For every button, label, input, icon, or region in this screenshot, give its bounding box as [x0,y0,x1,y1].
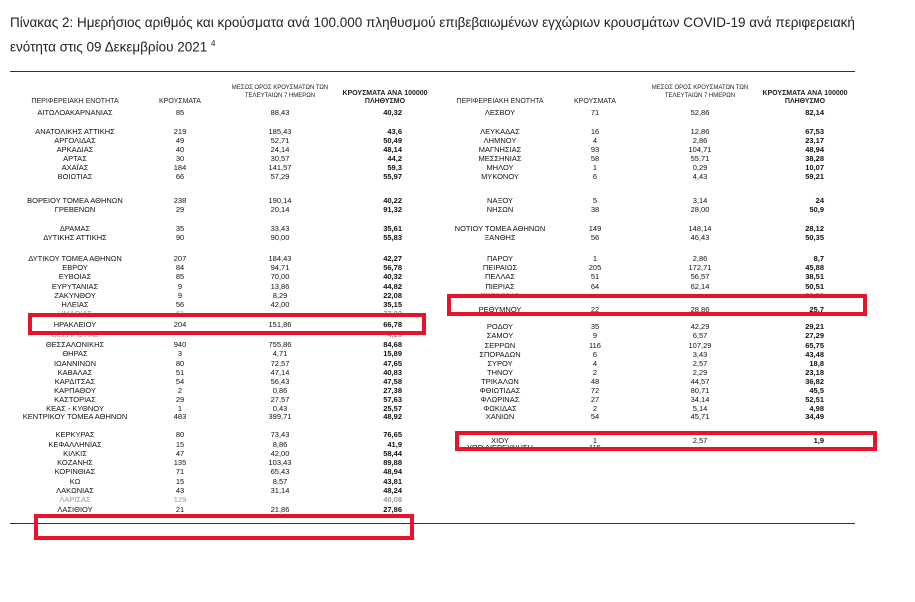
cell-avg: 52,86 [690,108,710,117]
cell-avg: 42,29 [690,322,710,331]
cell-unit: ΚΑΣΤΟΡΙΑΣ [54,395,96,404]
cell-cases: 71 [590,108,600,117]
cell-avg: 107,29 [688,341,712,350]
cell-cases: 184 [173,163,187,172]
cell-cases: 5 [592,196,598,205]
cell-per100k: 22,08 [383,291,402,300]
cell-per100k: 76,65 [383,430,402,439]
cell-cases: 85 [175,108,185,117]
header-unit-right: ΠΕΡΙΦΕΡΕΙΑΚΗ ΕΝΟΤΗΤΑ [456,98,544,105]
header-per-right-2: ΠΛΗΘΥΣΜΟ [784,98,826,105]
caption-line-2: ενότητα στις 09 Δεκεμβρίου 2021 [10,39,208,55]
cell-cases: 1 [592,163,598,172]
cell-avg: 47,14 [270,368,290,377]
cell-cases: 38 [590,205,600,214]
cell-unit: ΛΕΥΚΑΔΑΣ [480,127,520,136]
cell-avg: 80,71 [690,386,710,395]
cell-cases: 35 [590,322,600,331]
cell-cases: 29 [175,205,185,214]
cell-unit: ΣΥΡΟΥ [487,359,513,368]
cell-cases: 61 [175,309,185,318]
cell-per100k: 29,21 [805,322,824,331]
cell-cases: 29 [175,395,185,404]
cell-per100k: 67,53 [805,127,824,136]
cell-cases: 84 [175,263,185,272]
cell-per100k: 52,51 [805,395,824,404]
cell-unit: ΧΙΟΥ [491,436,509,445]
cell-per100k: 1,9 [813,436,824,445]
cell-cases: 2 [592,368,598,377]
cell-per100k: 40,32 [383,272,402,281]
cell-unit: ΗΡΑΚΛΕΙΟΥ [53,320,97,329]
cell-per100k: 18,8 [809,359,824,368]
cell-per100k: 48,94 [805,145,824,154]
cell-cases: 6 [592,350,598,359]
cell-cases: 1 [592,254,598,263]
cell-cases: 54 [175,377,185,386]
cell-unit: ΛΗΜΝΟΥ [483,136,517,145]
cell-cases: 51 [175,368,185,377]
cell-per100k: 41,9 [387,440,402,449]
cell-cases: 4 [592,136,598,145]
cell-unit: ΑΡΤΑΣ [63,154,87,163]
cell-unit: ΕΥΡΥΤΑΝΙΑΣ [51,282,99,291]
cell-per100k: 40,32 [383,108,402,117]
cell-avg: 65,43 [270,467,290,476]
cell-avg: 184,43 [268,254,292,263]
cell-cases: 56 [175,300,185,309]
cell-avg: 30,57 [270,154,290,163]
cell-per100k: 43,6 [387,127,402,136]
cell-cases: 21 [175,505,185,514]
caption-line-1: Πίνακας 2: Ημερήσιος αριθμός και κρούσματα ανά 100.000 πληθυσμού επιβεβαιωμένων εγχώριων κρουσμάτων COVID-19 ανά περιφερειακή [10,15,855,30]
header-avg-right-1: ΜΕΣΟΣ ΟΡΟΣ ΚΡΟΥΣΜΑΤΩΝ ΤΩΝ [651,85,749,91]
cell-cases: 93 [590,145,600,154]
cell-per100k: 50,51 [805,282,824,291]
cell-unit: ΤΡΙΚΑΛΩΝ [481,377,519,386]
cell-avg: 28,00 [690,205,710,214]
cell-per100k: 27,38 [383,386,402,395]
cell-unit: ΖΑΚΥΝΘΟΥ [54,291,96,300]
cell-unit: ΠΕΙΡΑΙΩΣ [482,263,518,272]
cell-cases: 15 [175,477,185,486]
cell-unit: ΕΥΒΟΙΑΣ [58,272,92,281]
cell-cases: 47 [175,449,185,458]
cell-unit: ΛΑΣΙΘΙΟΥ [57,505,93,514]
cell-avg: 27,57 [270,395,290,404]
highlight-box-rethymno [447,294,867,316]
cell-per100k: 40,08 [383,495,402,504]
cell-avg: 148,14 [688,224,712,233]
cell-per100k: 50,49 [383,136,402,145]
cell-unit: ΓΡΕΒΕΝΩΝ [54,205,96,214]
cell-per100k: 55,83 [383,233,402,242]
cell-per100k: 47,58 [383,377,402,386]
highlight-box-lasithi [34,514,414,540]
cell-per100k: 27,29 [805,331,824,340]
cell-unit: ΣΠΟΡΑΔΩΝ [479,350,521,359]
cell-avg: 172,71 [688,263,712,272]
cell-unit: ΛΕΣΒΟΥ [484,108,516,117]
cell-unit: ΜΕΣΣΗΝΙΑΣ [478,154,522,163]
table-caption [10,12,905,58]
cell-unit: ΑΝΑΤΟΛΙΚΗΣ ΑΤΤΙΚΗΣ [35,127,115,136]
cell-unit: ΣΑΜΟΥ [486,331,514,340]
cell-cases: 90 [175,233,185,242]
cell-per100k: 38,28 [805,154,824,163]
cell-avg: 70,00 [270,272,290,281]
cell-unit: ΝΟΤΙΟΥ ΤΟΜΕΑ ΑΘΗΝΩΝ [454,224,546,233]
cell-unit: ΚΟΡΙΝΘΙΑΣ [54,467,96,476]
cell-cases: 238 [173,196,187,205]
cell-unit: ΝΗΣΩΝ [486,205,514,214]
cell-cases: 149 [588,224,602,233]
cell-avg: 42,00 [270,300,290,309]
header-per-left-2: ΠΛΗΘΥΣΜΟ [364,98,406,105]
cell-avg: 8,57 [272,477,288,486]
cell-per100k: 58,44 [383,449,402,458]
cell-per100k: 48,92 [383,412,402,421]
cell-per100k: 43,48 [805,350,824,359]
cell-cases: 72 [590,386,600,395]
cell-avg: 90,00 [270,233,290,242]
cell-cases: 9 [177,291,183,300]
cell-per100k: 10,07 [805,163,824,172]
cell-unit: ΗΜΑΘΙΑΣ [57,309,93,318]
cell-unit: ΦΘΙΩΤΙΔΑΣ [479,386,521,395]
cell-avg: 45,71 [690,412,710,421]
cell-avg: 6,57 [692,331,708,340]
cell-unit: ΠΕΛΛΑΣ [484,272,516,281]
cell-avg: 55,71 [690,154,710,163]
cell-unit: ΠΡΕΒΕΖΑΣ [480,291,520,300]
cell-unit: ΘΕΣΣΑΛΟΝΙΚΗΣ [45,340,105,349]
cell-cases: 64 [590,282,600,291]
cell-cases: 49 [175,136,185,145]
cell-per100k: 38,51 [805,272,824,281]
cell-avg: 56,57 [690,272,710,281]
cell-unit: ΔΥΤΙΚΗΣ ΑΤΤΙΚΗΣ [43,233,107,242]
cell-unit: ΚΕΡΚΥΡΑΣ [55,430,95,439]
cell-avg: 4,43 [692,172,708,181]
cell-avg: 34,14 [690,395,710,404]
cell-per100k: 44,82 [383,282,402,291]
cell-cases: 48 [590,377,600,386]
cell-avg: 57,29 [270,172,290,181]
cell-unit: ΚΕΝΤΡΙΚΟΥ ΤΟΜΕΑ ΑΘΗΝΩΝ [22,412,128,421]
cell-cases: 129 [173,495,187,504]
header-avg-right [640,84,760,100]
cell-avg: 56,43 [270,377,290,386]
cell-avg: 28,86 [690,305,710,314]
cell-cases: 15 [175,440,185,449]
cell-unit: ΡΕΘΥΜΝΟΥ [478,305,522,314]
cell-unit: ΠΑΡΟΥ [486,254,513,263]
cell-cases: 205 [588,263,602,272]
cell-avg: 3,14 [692,196,708,205]
cell-cases: 207 [173,254,187,263]
cell-cases: 135 [173,458,187,467]
cell-avg: 0,43 [272,404,288,413]
cell-avg: 4,71 [272,349,288,358]
cell-cases: 56 [590,233,600,242]
cell-unit: ΔΡΑΜΑΣ [59,224,91,233]
cell-cases: 80 [175,430,185,439]
header-per-left-1: ΚΡΟΥΣΜΑΤΑ ΑΝΑ 100000 [342,90,428,97]
cell-avg: 44,57 [690,377,710,386]
cell-unit: ΜΑΓΝΗΣΙΑΣ [478,145,522,154]
cell-unit: ΧΑΝΙΩΝ [485,412,515,421]
cell-avg: 185,43 [268,127,292,136]
cell-avg: 52,71 [270,136,290,145]
header-avg-left [220,84,340,100]
cell-per100k: 47,65 [383,359,402,368]
cell-unit: ΚΕΑΣ - ΚΥΘΝΟΥ [46,404,104,413]
cell-avg: 2,57 [692,359,708,368]
cell-per100k: 28,12 [805,224,824,233]
cell-unit: ΒΟΡΕΙΟΥ ΤΟΜΕΑ ΑΘΗΝΩΝ [27,196,123,205]
header-avg-left-2: ΤΕΛΕΥΤΑΙΩΝ 7 ΗΜΕΡΩΝ [244,93,316,99]
highlight-box-chania [455,431,877,451]
cell-per100k: 66,78 [383,320,402,329]
cell-avg: 46,43 [690,233,710,242]
cell-cases: 43 [175,486,185,495]
cell-avg: 151,86 [268,320,292,329]
cell-cases: 3 [177,349,183,358]
cell-cases: 9 [177,282,183,291]
cell-cases: 16 [590,127,600,136]
cell-per100k: 84,68 [383,340,402,349]
cell-per100k: 40,22 [383,196,402,205]
cell-avg: 12,86 [690,127,710,136]
cell-per100k: 48,24 [383,486,402,495]
cell-avg: 2,86 [692,136,708,145]
cell-unit: ΞΑΝΘΗΣ [484,233,516,242]
cell-per100k: 91,32 [383,205,402,214]
cell-unit: ΑΡΓΟΛΙΔΑΣ [54,136,96,145]
cell-avg: 5,14 [692,404,708,413]
header-cases-right: ΚΡΟΥΣΜΑΤΑ [574,98,616,105]
cell-unit: ΚΑΡΔΙΤΣΑΣ [54,377,96,386]
cell-unit: ΥΠΟ ΔΙΕΡΕΥΝΗΣΗ [467,443,533,452]
cell-per100k: 34,49 [805,412,824,421]
cell-avg: 73,43 [270,430,290,439]
cell-cases: 27 [590,395,600,404]
cell-unit: ΑΧΑΪΑΣ [61,163,89,172]
cell-cases: 35 [175,224,185,233]
cell-avg: 0,29 [692,163,708,172]
cell-per100k: 48,94 [383,467,402,476]
cell-per100k: 35,61 [383,224,402,233]
cell-unit: ΘΗΡΑΣ [62,349,88,358]
cell-cases: 483 [173,412,187,421]
header-avg-right-2: ΤΕΛΕΥΤΑΙΩΝ 7 ΗΜΕΡΩΝ [664,93,736,99]
cell-cases: 66 [175,172,185,181]
cell-avg: 33,43 [270,224,290,233]
cell-avg: 141,57 [268,163,292,172]
cell-per100k: 4,98 [809,404,824,413]
cell-cases: 54 [590,412,600,421]
cell-avg: 8,29 [272,291,288,300]
header-avg-left-1: ΜΕΣΟΣ ΟΡΟΣ ΚΡΟΥΣΜΑΤΩΝ ΤΩΝ [231,85,329,91]
cell-unit: ΚΕΦΑΛΛΗΝΙΑΣ [48,440,102,449]
cell-unit: ΜΥΚΟΝΟΥ [481,172,519,181]
top-rule [10,71,855,72]
cell-avg: 21,86 [270,505,290,514]
cell-unit: ΔΥΤΙΚΟΥ ΤΟΜΕΑ ΑΘΗΝΩΝ [28,254,122,263]
cell-per100k: 27,86 [383,505,402,514]
cell-cases: 116 [589,341,601,350]
cell-unit: ΙΩΑΝΝΙΝΩΝ [53,359,97,368]
cell-unit: ΝΑΞΟΥ [487,196,513,205]
cell-unit: ΚΩ [69,477,81,486]
cell-cases: 9 [592,331,598,340]
cell-cases: 1 [177,404,183,413]
cell-per100k: 45,5 [809,386,824,395]
cell-cases: 4 [592,359,598,368]
cell-cases: 58 [590,154,600,163]
cell-avg: 0,86 [272,386,288,395]
cell-unit: ΚΑΡΠΑΘΟΥ [54,386,96,395]
cell-cases: 85 [175,272,185,281]
cell-per100k: 4,29 [387,330,402,339]
cell-per100k: 59,21 [805,172,824,181]
cell-unit: ΜΗΛΟΥ [486,163,514,172]
cell-unit: ΑΡΚΑΔΙΑΣ [56,145,94,154]
cell-per100k: 36,82 [805,377,824,386]
cell-per100k: 65,75 [805,341,824,350]
cell-unit: ΛΑΚΩΝΙΑΣ [56,486,94,495]
cell-per100k: 25,57 [383,404,402,413]
cell-cases: 22 [590,305,600,314]
cell-avg: 72,57 [270,359,290,368]
cell-unit: ΕΒΡΟΥ [62,263,88,272]
cell-per100k: 23,17 [805,136,824,145]
cell-per100k: 50,35 [805,233,824,242]
cell-per100k: 48,14 [383,145,402,154]
highlight-box-heraklion [28,313,426,335]
cell-avg: 62,14 [690,282,710,291]
header-per-left [335,90,435,106]
cell-unit: ΠΙΕΡΙΑΣ [485,282,515,291]
cell-cases: 2 [592,404,598,413]
cell-unit: ΚΑΒΑΛΑΣ [57,368,93,377]
cell-unit: ΚΟΖΑΝΗΣ [57,458,93,467]
cell-per100k: 8,7 [813,254,824,263]
cell-per100k: 44,2 [387,154,402,163]
cell-unit: ΡΟΔΟΥ [486,322,514,331]
cell-per100k: 56,78 [383,263,402,272]
cell-avg: 3,43 [692,350,708,359]
cell-cases: 2 [177,386,183,395]
cell-cases: 71 [175,467,185,476]
header-per-right-1: ΚΡΟΥΣΜΑΤΑ ΑΝΑ 100000 [762,90,848,97]
cell-avg: 2,86 [692,254,708,263]
cell-avg: 88,43 [270,108,290,117]
header-per-right [755,90,855,106]
cell-cases: 30 [175,154,185,163]
cell-unit: ΦΩΚΙΔΑΣ [483,404,517,413]
cell-cases: 40 [175,145,185,154]
cell-unit: ΣΕΡΡΩΝ [484,341,516,350]
cell-avg: 755,86 [268,340,292,349]
cell-avg: 31,14 [270,486,290,495]
cell-per100k: 40,83 [383,368,402,377]
cell-per100k: 23,18 [805,368,824,377]
cell-avg: 94,71 [270,263,290,272]
cell-avg: 24,14 [270,145,290,154]
cell-per100k: 50,53 [805,291,824,300]
cell-per100k: 59,3 [387,163,402,172]
cell-unit: ΑΙΤΩΛΟΑΚΑΡΝΑΝΙΑΣ [37,108,113,117]
cell-avg: 13,86 [270,282,290,291]
cell-cases: 204 [173,320,187,329]
cell-cases: 219 [173,127,187,136]
cell-unit: ΛΑΡΙΣΑΣ [59,495,91,504]
cell-unit: ΦΛΩΡΙΝΑΣ [480,395,520,404]
cell-per100k: 15,89 [383,349,402,358]
header-cases-left: ΚΡΟΥΣΜΑΤΑ [159,98,201,105]
cell-per100k: 89,88 [383,458,402,467]
cell-per100k: 42,27 [383,254,402,263]
cell-unit: ΗΛΕΙΑΣ [61,300,89,309]
cell-avg: 2,57 [692,436,708,445]
cell-avg: 20,14 [270,205,290,214]
cell-per100k: 45,88 [805,263,824,272]
cell-avg: 42,00 [270,449,290,458]
cell-avg: 8,86 [272,440,288,449]
cell-cases: 1 [592,436,598,445]
cell-per100k: 55,97 [383,172,402,181]
cell-cases: 80 [175,359,185,368]
cell-unit: ΒΟΙΩΤΙΑΣ [57,172,93,181]
cell-avg: 190,14 [268,196,292,205]
cell-avg: 399,71 [268,412,292,421]
cell-per100k: 57,63 [383,395,402,404]
cell-cases: 940 [173,340,187,349]
cell-avg: 103,43 [268,458,292,467]
cell-cases: 115 [589,443,601,452]
header-unit-left: ΠΕΡΙΦΕΡΕΙΑΚΗ ΕΝΟΤΗΤΑ [31,98,119,105]
cell-per100k: 24 [815,196,824,205]
cell-unit: ΘΕΣΠΡΩΤΙΑΣ [51,330,99,339]
cell-avg: 104,71 [688,145,712,154]
cell-per100k: 35,15 [383,300,402,309]
cell-cases: 51 [590,272,600,281]
cell-per100k: 37,02 [383,309,402,318]
cell-per100k: 50,9 [809,205,824,214]
cell-unit: ΚΙΛΚΙΣ [63,449,87,458]
cell-per100k: 25,7 [809,305,824,314]
cell-cases: 6 [592,172,598,181]
cell-avg: 2,29 [692,368,708,377]
footnote-marker: 4 [211,39,216,48]
cell-per100k: 82,14 [805,108,824,117]
cell-per100k: 43,81 [383,477,402,486]
cell-unit: ΤΗΝΟΥ [486,368,513,377]
